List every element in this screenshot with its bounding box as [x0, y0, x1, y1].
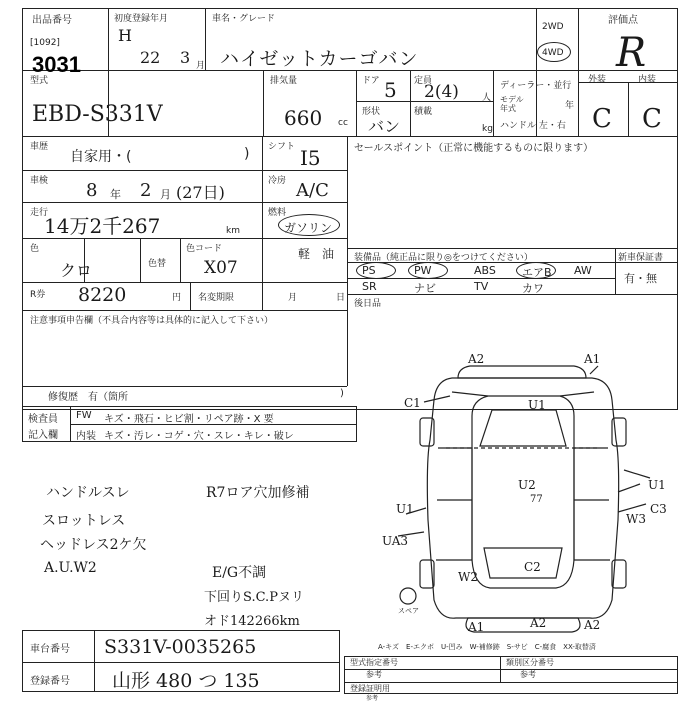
color-code-label: 色コード: [186, 244, 223, 254]
damage-mark-a2-top: A2: [468, 352, 485, 366]
sales-point-label: セールスポイント（正常に機能するものに限ります）: [354, 143, 594, 154]
lot-code: [1092]: [30, 38, 60, 48]
damage-mark-a1-top: A1: [584, 352, 601, 366]
drive-4wd: 4WD: [542, 48, 564, 58]
interior-label: 内装: [638, 75, 657, 85]
capacity-unit: 人: [482, 93, 492, 103]
chassis-label: 車台番号: [30, 644, 70, 655]
history-close: ): [244, 146, 250, 162]
registration-year: 22: [140, 48, 161, 67]
shape-label: 形状: [362, 107, 381, 117]
equipment-item: TV: [474, 280, 489, 293]
rear-seat-label: 後日品: [354, 299, 382, 309]
model-code: EBD-S331V: [32, 102, 163, 127]
first-registration-label: 初度登録年月: [114, 14, 169, 24]
history-value: 自家用・(: [70, 149, 132, 165]
damage-mark-u1-hood: U1: [528, 398, 546, 412]
dealer-label: ディーラー・並行: [500, 81, 572, 91]
body-shape: バン: [368, 117, 401, 136]
damage-mark-c2: C2: [524, 560, 541, 574]
inspection-day: (27日): [176, 183, 225, 202]
note-line-8: オド142266km: [204, 614, 300, 629]
color-value: クロ: [60, 261, 93, 280]
cooler-label: 冷房: [268, 176, 287, 186]
damage-mark-c3: C3: [650, 502, 667, 516]
damage-mark-u1-left: U1: [396, 502, 414, 516]
inspector-label-1: 検査員: [28, 414, 58, 425]
inspection-month: 2: [140, 180, 152, 201]
damage-legend: A-キズ E-エクボ U-凹み W-補修跡 S-サビ C-腐食 XX-取替済: [378, 643, 596, 651]
note-line-1: ハンドルスレ: [46, 485, 130, 501]
color-code: X07: [204, 258, 238, 278]
note-line-3: ヘッドレス2ケ欠: [40, 537, 147, 553]
color-change-label: 色替: [148, 259, 167, 269]
cooler-value: A/C: [296, 180, 329, 201]
inspector-label-2: 記入欄: [28, 430, 58, 441]
damage-mark-a2-corner: A2: [584, 618, 601, 632]
exterior-label: 外装: [588, 75, 607, 85]
shift-value: I5: [300, 146, 321, 170]
overall-rating: R: [616, 30, 647, 76]
damage-mark-ua3: UA3: [382, 534, 409, 548]
equipment-item: エアB: [522, 266, 552, 279]
model-year-label-2: 年式: [500, 104, 516, 113]
exterior-grade: C: [592, 104, 612, 134]
door-label: ドア: [362, 76, 380, 86]
damage-mark-c1: C1: [404, 396, 421, 410]
fw-items: キズ・飛石・ヒビ割・リペア跡・X 要: [104, 414, 274, 425]
fuel-sub: 軽 油: [298, 247, 335, 261]
name-change-month: 月: [288, 293, 298, 303]
equipment-item: AW: [574, 264, 592, 277]
spare-label: スペア: [398, 607, 419, 615]
interior-grade: C: [642, 104, 662, 134]
lot-number-label: 出品番号: [32, 15, 72, 26]
reg-cert-ref: 参考: [366, 695, 379, 702]
damage-mark-w3: W3: [626, 512, 646, 526]
registration-month: 3: [180, 48, 191, 67]
load-label: 積載: [414, 107, 433, 117]
caution-label: 注意事項申告欄（不具合内容等は具体的に記入して下さい）: [30, 316, 274, 326]
reg-cert-label: 登録証明用: [350, 684, 390, 693]
interior-inspect-label: 内装: [76, 431, 96, 442]
repair-history-close: ): [340, 388, 344, 399]
inspection-year-unit: 年: [110, 188, 121, 201]
name-change-label: 名変期限: [198, 293, 235, 303]
note-line-7: 下回りS.C.Pヌリ: [204, 590, 304, 605]
month-unit: 月: [196, 61, 206, 71]
plate-label: 登録番号: [30, 676, 70, 687]
repair-history-label: 修復歴 有（箇所: [48, 392, 128, 403]
recycle-label: R券: [30, 290, 46, 300]
note-line-4: A.U.W2: [44, 560, 97, 576]
inspection-year: 8: [86, 180, 98, 201]
fuel-label: 燃料: [268, 208, 287, 218]
displacement-label: 排気量: [270, 76, 298, 86]
equipment-label: 装備品（純正品に限り◎をつけてください）: [354, 253, 533, 263]
inspection-month-unit: 月: [160, 188, 171, 201]
capacity: 2(4): [424, 82, 459, 102]
model-year-label-1: モデル: [500, 95, 524, 104]
door-count: 5: [384, 78, 397, 102]
type-spec-ref: 参考: [366, 670, 382, 679]
car-name-label: 車名・グレード: [212, 14, 276, 24]
category-label: 類別区分番号: [506, 658, 554, 667]
damage-mark-77: 77: [530, 494, 543, 505]
handle-label: ハンドル 左・右: [500, 121, 566, 131]
category-ref: 参考: [520, 670, 536, 679]
displacement: 660: [284, 106, 323, 130]
fuel-value: ガソリン: [284, 221, 333, 235]
rating-label: 評価点: [608, 15, 638, 26]
warranty-label: 新車保証書: [618, 253, 664, 263]
equipment-item: カワ: [522, 282, 544, 295]
equipment-item: PS: [362, 264, 376, 277]
damage-mark-a2-bottom: A2: [530, 616, 547, 630]
note-line-5: R7ロア穴加修補: [206, 485, 310, 501]
capacity-label: 定員: [414, 76, 433, 86]
color-label: 色: [30, 244, 40, 254]
car-name: ハイゼットカーゴバン: [220, 48, 419, 70]
displacement-unit: cc: [338, 118, 348, 128]
drive-2wd: 2WD: [542, 22, 564, 32]
recycle-value: 8220: [78, 284, 127, 306]
equipment-item: SR: [362, 280, 377, 293]
type-spec-label: 型式指定番号: [350, 658, 398, 667]
damage-mark-w2: W2: [458, 570, 478, 584]
plate-number: 山形 480 つ 135: [112, 670, 260, 692]
note-line-2: スロットレス: [42, 513, 126, 529]
warranty-value: 有・無: [624, 272, 657, 285]
model-label: 型式: [30, 76, 49, 86]
model-year-unit: 年: [565, 101, 575, 111]
shift-label: シフト: [268, 142, 296, 152]
damage-mark-u2: U2: [518, 478, 536, 492]
mileage-unit: km: [226, 226, 240, 236]
name-change-day: 日: [336, 293, 346, 303]
damage-mark-a1-bottom: A1: [468, 620, 485, 634]
recycle-yen: 円: [172, 293, 182, 303]
registration-era: H: [118, 26, 132, 45]
lot-number: 3031: [32, 52, 81, 77]
equipment-item: PW: [414, 264, 432, 277]
fw-label: FW: [76, 410, 92, 421]
interior-items: キズ・汚レ・コゲ・穴・スレ・キレ・破レ: [104, 431, 294, 442]
load-unit: kg: [482, 124, 493, 134]
equipment-item: ABS: [474, 264, 496, 277]
inspection-label: 車検: [30, 176, 49, 186]
chassis-number: S331V-0035265: [104, 636, 257, 658]
equipment-item: ナビ: [414, 282, 436, 295]
mileage: 14万2千267: [44, 214, 161, 238]
damage-mark-u1-right: U1: [648, 478, 666, 492]
mileage-label: 走行: [30, 208, 49, 218]
history-label: 車歴: [30, 142, 49, 152]
note-line-6: E/G不調: [212, 565, 267, 581]
